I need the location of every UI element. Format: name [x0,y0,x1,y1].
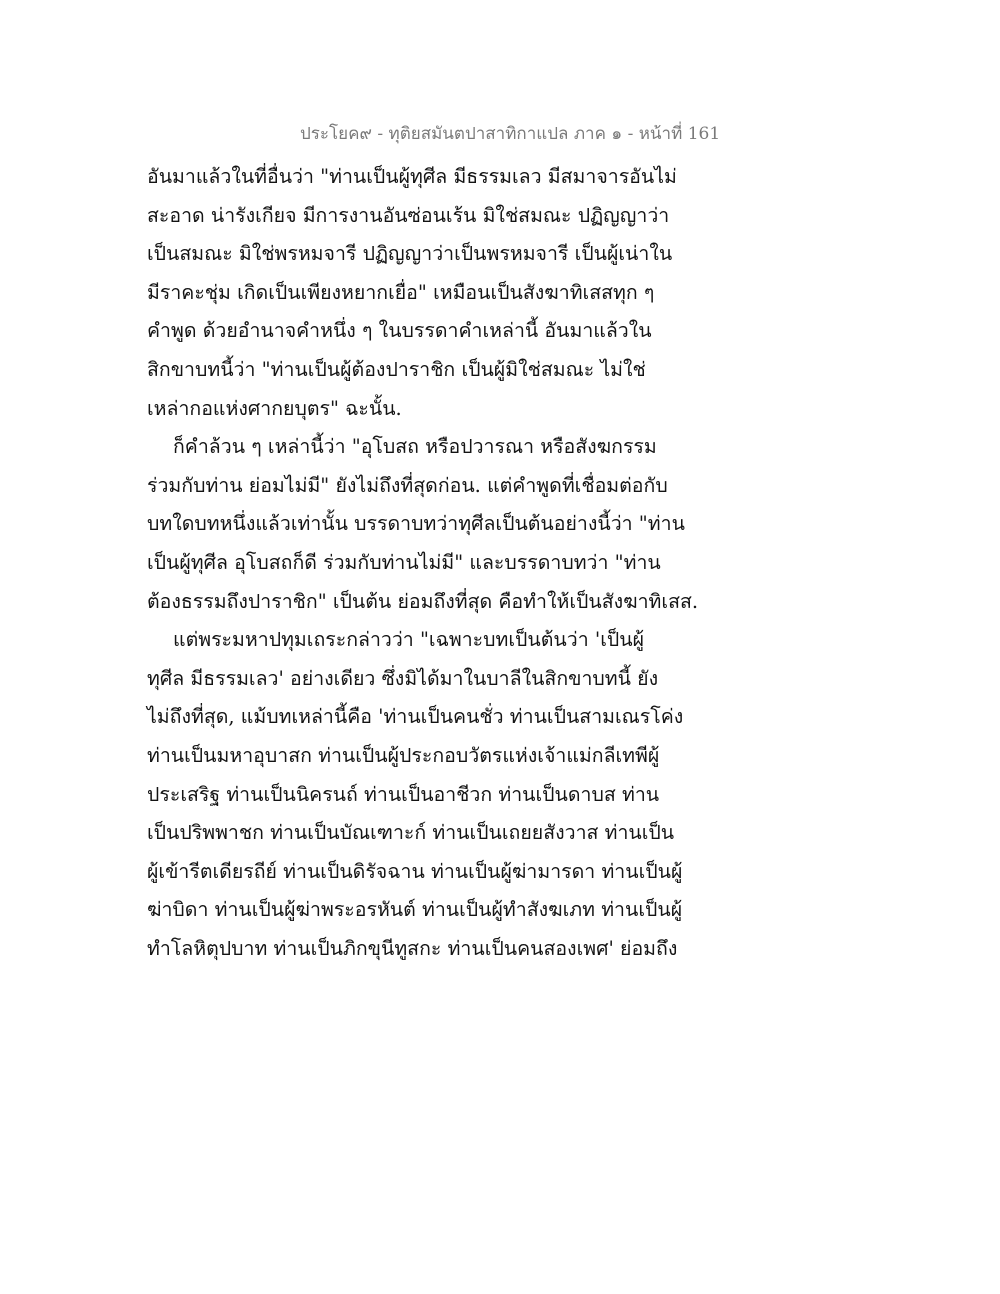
text-line: ท่านเป็นมหาอุบาสก ท่านเป็นผู้ประกอบวัตรแห่งเจ้าแม่กลีเทพีผู้ [147,743,660,767]
text-line: ประเสริฐ ท่านเป็นนิครนถ์ ท่านเป็นอาชีวก ท่านเป็นดาบส ท่าน [147,782,660,806]
text-line: ทำโลหิตุปบาท ท่านเป็นภิกขุนีทูสกะ ท่านเป็นคนสองเพศ' ย่อมถึง [147,936,678,960]
text-line: ไม่ถึงที่สุด, แม้บทเหล่านี้คือ 'ท่านเป็นคนชั่ว ท่านเป็นสามเณรโค่ง [147,705,684,729]
running-header: ประโยค๙ - ทุติยสมันตปาสาทิกาแปล ภาค ๑ - หน้าที่ 161 [300,124,721,144]
text-line: ต้องธรรมถึงปาราชิก" เป็นต้น ย่อมถึงที่สุด คือทำให้เป็นสังฆาทิเสส. [147,589,699,613]
text-line: อันมาแล้วในที่อื่นว่า "ท่านเป็นผู้ทุศีล มีธรรมเลว มีสมาจารอันไม่ [147,165,677,188]
text-line: สะอาด น่ารังเกียจ มีการงานอันซ่อนเร้น มิใช่สมณะ ปฏิญญาว่า [147,203,670,227]
text-line: สิกขาบทนี้ว่า "ท่านเป็นผู้ต้องปาราชิก เป็นผู้มิใช่สมณะ ไม่ใช่ [147,357,646,381]
text-line: ฆ่าบิดา ท่านเป็นผู้ฆ่าพระอรหันต์ ท่านเป็นผู้ทำสังฆเภท ท่านเป็นผู้ [147,898,683,922]
paragraph-first-line: ก็คำล้วน ๆ เหล่านี้ว่า "อุโบสถ หรือปวารณา หรือสังฆกรรม [173,435,657,459]
text-line: คำพูด ด้วยอำนาจคำหนึ่ง ๆ ในบรรดาคำเหล่านี้ อันมาแล้วใน [147,319,652,343]
text-line: ทุศีล มีธรรมเลว' อย่างเดียว ซึ่งมิได้มาในบาลีในสิกขาบทนี้ ยัง [147,666,659,690]
text-line: มีราคะชุ่ม เกิดเป็นเพียงหยากเยื่อ" เหมือนเป็นสังฆาทิเสสทุก ๆ [147,280,655,304]
text-line: ร่วมกับท่าน ย่อมไม่มี" ยังไม่ถึงที่สุดก่อน. แต่คำพูดที่เชื่อมต่อกับ [147,473,668,497]
text-line: เป็นผู้ทุศีล อุโบสถก็ดี ร่วมกับท่านไม่มี" และบรรดาบทว่า "ท่าน [147,550,661,574]
text-line: เป็นปริพพาชก ท่านเป็นบัณเฑาะก์ ท่านเป็นเถยยสังวาส ท่านเป็น [147,821,675,845]
body-text [147,158,707,968]
paragraph-first-line: แต่พระมหาปทุมเถระกล่าวว่า "เฉพาะบทเป็นต้นว่า 'เป็นผู้ [173,628,644,652]
text-line: ผู้เข้ารีตเดียรถีย์ ท่านเป็นดิรัจฉาน ท่านเป็นผู้ฆ่ามารดา ท่านเป็นผู้ [147,859,683,883]
text-line: บทใดบทหนึ่งแล้วเท่านั้น บรรดาบทว่าทุศีลเป็นต้นอย่างนี้ว่า "ท่าน [147,512,685,536]
text-line: เป็นสมณะ มิใช่พรหมจารี ปฏิญญาว่าเป็นพรหมจารี เป็นผู้เน่าใน [147,242,673,266]
text-line: เหล่ากอแห่งศากยบุตร" ฉะนั้น. [147,396,402,420]
